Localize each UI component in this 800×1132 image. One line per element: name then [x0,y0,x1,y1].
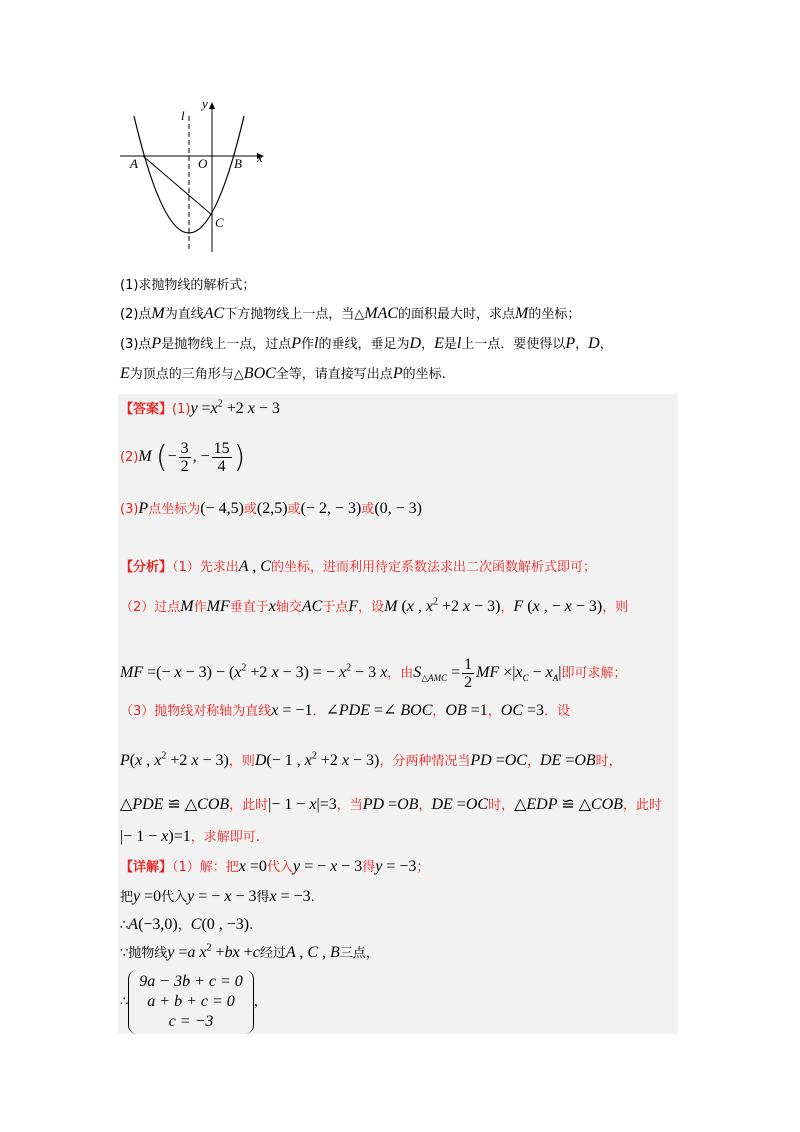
label-l: l [181,108,185,123]
detail-4: ∵抛物线y =a $x^2 +bx +c$经过A , C , B三点， [120,942,379,961]
parabola-figure [118,94,278,254]
label-O: O [198,156,208,171]
label-x: x [257,150,263,165]
question-3-line-1: (3)点P是抛物线上一点，过点P作l的垂线，垂足为D，E是l上一点．要使得以P，D， [120,335,613,352]
analysis-4: （3）抛物线对称轴为直线x = −1．∠PDE =∠ BOC，OB =1，OC =3．设 [120,702,571,719]
answer-1: 【答案】$(1)y =x^2 +2$ x − 3 [120,398,280,417]
question-3-line-2: E为顶点的三角形与△BOC全等，请直接写出点P的坐标. [120,365,446,382]
analysis-3: MF =(− $x - 3) - (x^2 +2$ x − 3) = − $x^2 - 3$ x，由$S_{\triangle AMC}$ = $\frac{1}{2}$ MF $\times|x_C - x_A|$即可求解； [120,656,627,691]
analysis-2: （2）过点M作MF垂直于x轴交AC于点F，设M (x , $x^2 +2$ x − 3)，F (x , − x − 3)，则 [120,596,629,615]
question-1: (1)求抛物线的解析式； [120,278,256,293]
detail-5: ∴ 9a − 3b + c = 0 a + b + c = 0 c = −3 ， [120,970,267,1034]
detail-1: 【详解】（1）解：把x =0代入y = − x − 3得y = −3； [120,858,430,875]
analysis-5: P(x , $x^2 +2$ x − 3)，则D(− 1 , $x^2 +2$ x − 3)，分两种情况当PD =OC，DE =OB时， [120,750,622,769]
detail-2: 把y =0代入y = − x − 3得x = −3. [120,888,315,905]
label-A: A [130,156,138,171]
label-B: B [234,156,242,171]
answer-3: (3)P点坐标为(− 4,5)或(2,5)或(− 2, − 3)或(0, − 3) [120,500,422,517]
label-C: C [215,215,224,230]
analysis-7: |− 1 − x)=1，求解即可. [120,828,260,845]
y-axis-arrow [209,102,215,109]
label-y: y [202,96,208,111]
detail-3: ∴A(−3,0)，C(0 , −3). [120,916,254,933]
answer-2: (2)M (− $\frac{3}{2}$ , − $\frac{15}{4}$ ) [120,440,246,475]
question-2: (2)点M为直线AC下方抛物线上一点，当△MAC的面积最大时，求点M的坐标； [120,305,581,322]
analysis-6: △PDE ≌ △COB，此时|− 1 − x|=3，当PD =OB，DE =OC时，△EDP ≌ △COB，此时 [120,796,662,813]
equation-system: 9a − 3b + c = 0 a + b + c = 0 c = −3 [128,970,254,1034]
analysis-1: 【分析】（1）先求出A , C的坐标，进而利用待定系数法求出二次函数解析式即可； [120,558,596,575]
